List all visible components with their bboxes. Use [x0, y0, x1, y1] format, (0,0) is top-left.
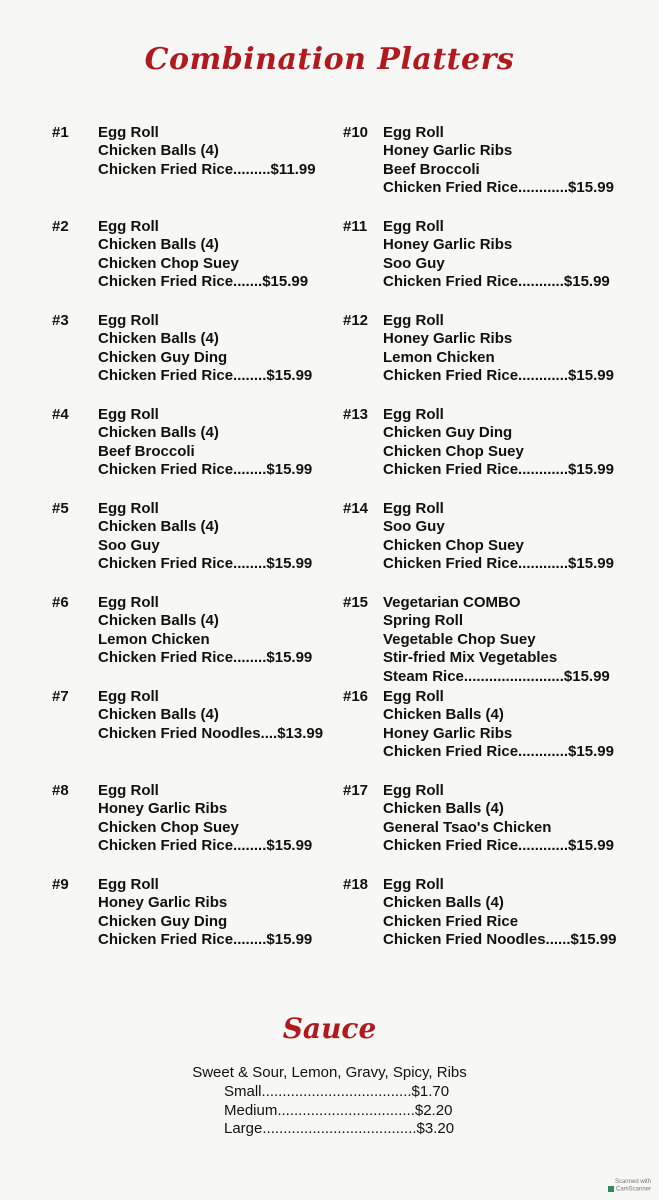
- combo-item-line: Honey Garlic Ribs: [383, 142, 513, 160]
- combo-number: #16: [343, 688, 369, 705]
- combo-item-line: Egg Roll: [98, 782, 159, 799]
- combo-number: #18: [343, 876, 369, 893]
- combo-items: [98, 124, 316, 179]
- combo-number: #10: [343, 124, 369, 141]
- combo-item: [52, 874, 337, 968]
- combo-item-line: Chicken Fried Rice............$15.99: [383, 179, 614, 197]
- sauce-size-small: Small....................................$1.70: [224, 1083, 450, 1100]
- combo-item-line: Chicken Balls (4): [98, 330, 219, 348]
- combo-item-line: Egg Roll: [383, 312, 444, 329]
- combo-item-line: Chicken Fried Rice: [383, 912, 519, 930]
- combo-item: [343, 780, 643, 874]
- combo-item: [343, 122, 643, 216]
- combo-item-line: Soo Guy: [383, 518, 445, 536]
- combo-item-line: Lemon Chicken: [383, 348, 495, 366]
- combo-item-line: Chicken Fried Rice........$15.99: [98, 837, 313, 855]
- combo-item: [343, 310, 643, 404]
- combo-item: [343, 498, 643, 592]
- combo-item-line: Chicken Balls (4): [383, 800, 504, 818]
- page-title: Combination Platters: [144, 42, 515, 77]
- combo-items: [98, 406, 312, 480]
- combo-item: [52, 686, 337, 780]
- combo-item-line: Chicken Chop Suey: [98, 254, 239, 272]
- combo-number: #12: [343, 312, 369, 329]
- combo-items: [98, 500, 312, 574]
- combo-item-line: Chicken Guy Ding: [98, 348, 228, 366]
- combo-item-line: Egg Roll: [98, 594, 159, 611]
- combo-items: [383, 124, 614, 198]
- combo-item: [343, 404, 643, 498]
- combo-item-line: Chicken Fried Noodles....$13.99: [98, 724, 324, 742]
- combo-item-line: Chicken Balls (4): [383, 894, 504, 912]
- combo-item-line: General Tsao's Chicken: [383, 818, 552, 836]
- combo-number: #11: [343, 218, 368, 235]
- combo-item-line: Chicken Fried Rice............$15.99: [383, 743, 614, 761]
- combo-item-line: Chicken Fried Rice............$15.99: [383, 461, 614, 479]
- combo-item-line: Honey Garlic Ribs: [383, 724, 513, 742]
- combo-item-line: Chicken Fried Rice...........$15.99: [383, 273, 610, 291]
- combo-number: #15: [343, 594, 369, 611]
- combo-number: #14: [343, 500, 369, 517]
- combo-item-line: Egg Roll: [383, 782, 444, 799]
- combo-item: [52, 310, 337, 404]
- combo-item-line: Chicken Fried Rice............$15.99: [383, 837, 614, 855]
- combo-item-line: Chicken Fried Rice........$15.99: [98, 649, 313, 667]
- combo-item-line: Chicken Chop Suey: [383, 536, 524, 554]
- combo-item-line: Egg Roll: [383, 218, 444, 235]
- combo-number: #8: [52, 782, 69, 799]
- combo-item-line: Chicken Balls (4): [98, 424, 219, 442]
- combo-item: [52, 122, 337, 216]
- combo-item-line: Chicken Fried Rice........$15.99: [98, 555, 313, 573]
- combo-items: [383, 500, 614, 574]
- combo-column-right: [343, 122, 643, 968]
- combo-item-line: Soo Guy: [383, 254, 445, 272]
- combo-item-line: Chicken Balls (4): [98, 142, 219, 160]
- combo-number: #1: [52, 124, 69, 141]
- combo-item-line: Egg Roll: [383, 124, 444, 141]
- combo-item-line: Steam Rice........................$15.99: [383, 667, 610, 685]
- combo-items: [383, 688, 614, 762]
- combo-item-line: Spring Roll: [383, 612, 463, 630]
- combo-item: [343, 592, 643, 686]
- combo-item-line: Egg Roll: [383, 688, 444, 705]
- watermark-line2: CamScanner: [615, 1187, 651, 1193]
- combo-items: [98, 218, 308, 292]
- combo-number: #13: [343, 406, 369, 423]
- combo-item-line: Egg Roll: [98, 688, 159, 705]
- combo-item-line: Chicken Fried Rice.......$15.99: [98, 273, 309, 291]
- combo-items: [98, 782, 312, 856]
- combo-item-line: Chicken Fried Rice........$15.99: [98, 461, 313, 479]
- combo-items: [383, 876, 616, 950]
- combo-number: #17: [343, 782, 369, 799]
- combo-item-line: Honey Garlic Ribs: [98, 800, 228, 818]
- combo-item-line: Egg Roll: [98, 876, 159, 893]
- sauce-title: Sauce: [282, 1012, 377, 1045]
- combo-item-line: Chicken Balls (4): [98, 706, 219, 724]
- combo-item: [343, 874, 643, 968]
- combo-item-line: Egg Roll: [383, 500, 444, 517]
- sauce-size-list: [224, 1083, 454, 1139]
- combo-items: [383, 594, 610, 686]
- combo-items: [383, 312, 614, 386]
- combo-item-line: Egg Roll: [98, 500, 159, 517]
- combo-item-line: Chicken Fried Rice........$15.99: [98, 367, 313, 385]
- combo-item: [52, 216, 337, 310]
- combo-item: [52, 780, 337, 874]
- combo-item-line: Chicken Fried Rice............$15.99: [383, 555, 614, 573]
- combo-items: [383, 782, 614, 856]
- combo-item-line: Egg Roll: [383, 406, 444, 423]
- combo-item-line: Chicken Fried Noodles......$15.99: [383, 931, 617, 949]
- combo-items: [98, 876, 312, 950]
- combo-items: [383, 218, 610, 292]
- combo-item-line: Beef Broccoli: [383, 160, 480, 178]
- combo-item-line: Honey Garlic Ribs: [383, 330, 513, 348]
- combo-item-line: Honey Garlic Ribs: [98, 894, 228, 912]
- combo-item-line: Chicken Fried Rice........$15.99: [98, 931, 313, 949]
- combo-item-line: Chicken Balls (4): [98, 236, 219, 254]
- camscanner-watermark: [608, 1179, 651, 1194]
- combo-item-line: Egg Roll: [98, 312, 159, 329]
- combo-number: #5: [52, 500, 69, 517]
- watermark-line1: Scanned with: [614, 1179, 651, 1186]
- combo-item: [52, 592, 337, 686]
- combo-item-line: Chicken Balls (4): [98, 518, 219, 536]
- combo-item-line: Soo Guy: [98, 536, 160, 554]
- combo-item-line: Egg Roll: [98, 406, 159, 423]
- camscanner-logo-icon: [608, 1186, 614, 1192]
- combo-items: [98, 688, 323, 743]
- combo-item-line: Egg Roll: [383, 876, 444, 893]
- combo-number: #9: [52, 876, 69, 893]
- combo-column-left: [52, 122, 337, 968]
- combo-item-line: Beef Broccoli: [98, 442, 195, 460]
- combo-items: [383, 406, 614, 480]
- combo-items: [98, 594, 312, 668]
- combo-item-line: Honey Garlic Ribs: [383, 236, 513, 254]
- combo-item-line: Vegetarian COMBO: [383, 594, 521, 611]
- combo-item: [343, 686, 643, 780]
- sauce-size-medium: Medium.................................$2.20: [224, 1101, 453, 1119]
- combo-item: [52, 404, 337, 498]
- combo-items: [98, 312, 312, 386]
- combo-item-line: Egg Roll: [98, 218, 159, 235]
- combo-item-line: Stir-fried Mix Vegetables: [383, 649, 558, 667]
- combo-item-line: Chicken Chop Suey: [98, 818, 239, 836]
- combo-item-line: Chicken Balls (4): [98, 612, 219, 630]
- combo-item-line: Vegetable Chop Suey: [383, 630, 536, 648]
- combo-item-line: Chicken Fried Rice............$15.99: [383, 367, 614, 385]
- sauce-size-large: Large.....................................$3.20: [224, 1120, 455, 1137]
- combo-item-line: Chicken Balls (4): [383, 706, 504, 724]
- combo-number: #4: [52, 406, 69, 423]
- combo-item-line: Egg Roll: [98, 124, 159, 141]
- combo-item-line: Chicken Fried Rice.........$11.99: [98, 160, 316, 178]
- combo-number: #7: [52, 688, 69, 705]
- combo-item-line: Chicken Chop Suey: [383, 442, 524, 460]
- combo-item: [343, 216, 643, 310]
- sauce-description: Sweet & Sour, Lemon, Gravy, Spicy, Ribs: [192, 1064, 467, 1081]
- combo-item-line: Chicken Guy Ding: [383, 424, 513, 442]
- combo-item-line: Lemon Chicken: [98, 630, 210, 648]
- combo-number: #3: [52, 312, 69, 329]
- combo-number: #6: [52, 594, 69, 611]
- combo-item-line: Chicken Guy Ding: [98, 912, 228, 930]
- combo-number: #2: [52, 218, 69, 235]
- combo-item: [52, 498, 337, 592]
